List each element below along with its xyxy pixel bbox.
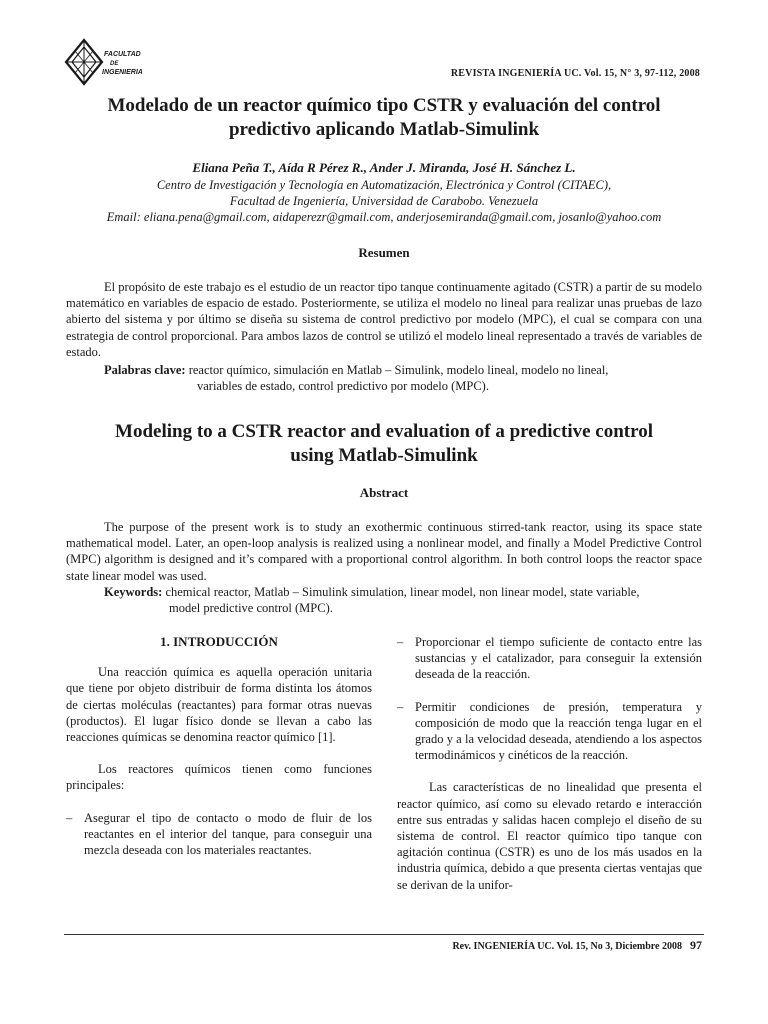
page-footer — [452, 938, 702, 953]
intro-paragraph-1: Una reacción química es aquella operación unitaria que tiene por objeto distribuir de forma distinta los átomos de ciertas moléculas (reactantes) para formar otras nuevas (productos). El lugar físico donde se llevan a cabo las reacciones químicas se denomina reactor químico [1]. — [66, 665, 372, 745]
bullet-text: Asegurar el tipo de contacto o modo de fluir de los reactantes en el interior del tanque, para conseguir una mezcla deseada con los materiales reactantes. — [84, 810, 372, 858]
resumen-keywords — [104, 362, 704, 394]
faculty-logo — [64, 38, 142, 86]
abstract-paragraph: The purpose of the present work is to study an exothermic continuous stirred-tank reactor, using its space state mathematical model. Later, an open-loop analysis is realized using a nonlinear model, and finally a Model Predictive Control (MPC) algorithm is designed and it’s compared with a proportional control algorithm. In both control loops the reactor space state linear model was used. — [66, 520, 702, 583]
affiliation-line-1: Centro de Investigación y Tecnología en Automatización, Electrónica y Control (CITAEC), — [156, 178, 612, 192]
footer-citation: Rev. INGENIERÍA UC. Vol. 15, No 3, Diciembre 2008 — [452, 941, 682, 952]
title-english — [64, 420, 704, 468]
resumen-paragraph: El propósito de este trabajo es el estudio de un reactor tipo tanque continuamente agitado (CSTR) a partir de su modelo matemático en variables de espacio de estado. Posteriormente, se utiliza el modelo no lineal para realizar unas pruebas de lazo abierto del sistema y por último se diseña su sistema de control predictivo por modelo (MPC), el cual se compara con una estrategia de control proporcional. Para ambos lazos de control se utilizó el modelo lineal representado a través de variables de estado. — [66, 280, 702, 359]
bullet-text: Proporcionar el tiempo suficiente de contacto entre las sustancias y el catalizador, para conseguir la extensión deseada de la reacción. — [415, 635, 702, 682]
author-emails: Email: eliana.pena@gmail.com, aidaperezr@gmail.com, anderjosemiranda@gmail.com, josanlo@yahoo.com — [106, 210, 662, 224]
bullet-dash: – — [66, 810, 73, 825]
page-number: 97 — [690, 938, 702, 952]
left-column — [66, 634, 372, 858]
title-english-line-2: using Matlab-Simulink — [290, 445, 478, 466]
list-item — [397, 699, 702, 764]
intro-paragraph-2: Los reactores químicos tienen como funciones principales: — [66, 762, 372, 793]
bullet-dash: – — [397, 699, 404, 714]
right-column — [397, 634, 702, 893]
logo-text-3: INGENIERIA — [102, 69, 142, 76]
title-english-line-1: Modeling to a CSTR reactor and evaluation of a predictive control — [115, 421, 653, 442]
keywords-label-en: Keywords: — [104, 585, 163, 599]
journal-citation-header: REVISTA INGENIERÍA UC. Vol. 15, N° 3, 97-112, 2008 — [450, 68, 700, 79]
title-spanish-line-2: predictivo aplicando Matlab-Simulink — [228, 119, 540, 140]
list-item — [66, 810, 372, 859]
resumen-heading: Resumen — [358, 245, 410, 260]
bullet-dash: – — [397, 635, 404, 649]
intro-paragraph-3: Las características de no linealidad que presenta el reactor químico, así como su elevado retardo e interacción entre sus entradas y salidas hacen complejo el diseño de su sistema de control. El reactor químico tipo tanque con agitación continua (CSTR) es uno de los más usados en la industria química, debido a que presenta ciertas ventajas que se derivan de la unifor- — [397, 780, 702, 892]
abstract-keywords — [104, 584, 704, 616]
author-list: Eliana Peña T., Aída R Pérez R., Ander J. Miranda, José H. Sánchez L. — [192, 160, 576, 175]
footer-divider — [64, 934, 704, 935]
abstract-body — [66, 519, 702, 584]
title-spanish — [64, 94, 704, 142]
keywords-es-line-2: variables de estado, control predictivo por modelo (MPC). — [197, 379, 489, 394]
logo-text-2: DE — [110, 61, 119, 67]
resumen-body — [66, 279, 702, 360]
affiliation — [64, 177, 704, 225]
keywords-en-line-1: chemical reactor, Matlab – Simulink simulation, linear model, non linear model, state variable, — [165, 585, 640, 599]
logo-text-1: FACULTAD — [104, 51, 141, 58]
list-item — [397, 634, 702, 683]
abstract-heading: Abstract — [359, 485, 409, 500]
section-heading-intro: 1. INTRODUCCIÓN — [160, 634, 278, 649]
bullet-text: Permitir condiciones de presión, temperatura y composición de modo que la reacción tenga lugar en el grado y a la velocidad deseada, atendiendo a los aspectos termodinámicos y cinéticos de la reacción. — [415, 699, 702, 763]
keywords-es-line-1: reactor químico, simulación en Matlab – Simulink, modelo lineal, modelo no lineal, — [188, 363, 609, 377]
faculty-logo-emblem — [64, 38, 142, 86]
title-spanish-line-1: Modelado de un reactor químico tipo CSTR y evaluación del control — [107, 95, 661, 116]
affiliation-line-2: Facultad de Ingeniería, Universidad de Carabobo. Venezuela — [229, 194, 539, 208]
keywords-en-line-2: model predictive control (MPC). — [169, 601, 333, 616]
keywords-label-es: Palabras clave: — [104, 363, 186, 377]
